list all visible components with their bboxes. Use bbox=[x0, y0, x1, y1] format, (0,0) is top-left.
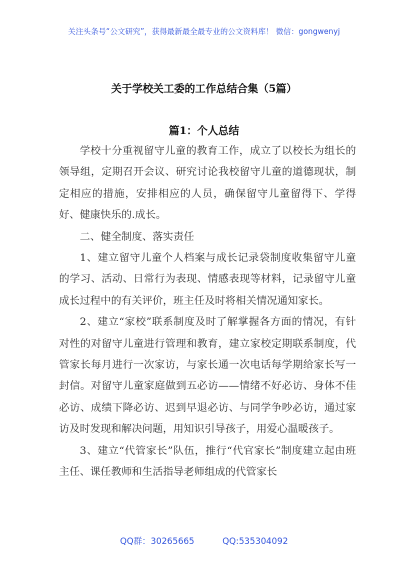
document-body bbox=[59, 141, 356, 484]
document-title: 关于学校关工委的工作总结合集（5篇） bbox=[111, 83, 297, 95]
section-title: 篇1：个人总结 bbox=[168, 125, 240, 137]
footer bbox=[0, 535, 408, 547]
header-banner: 关注头条号“公文研究”，获得最新最全最专业的公文资料库！ 微信：gongwenyj bbox=[68, 27, 340, 36]
paragraph: 1、建立留守儿童个人档案与成长记录袋制度收集留守儿童的学习、活动、日常行为表现、情感表现等材料，记录留守儿童成长过程中的有关评价，班主任及时将相关情况通知家长。 bbox=[59, 252, 356, 307]
footer-qq-group: QQ群：30265665 bbox=[119, 537, 195, 547]
paragraph: 二、健全制度、落实责任 bbox=[79, 230, 195, 243]
footer-qq-number: QQ:535304092 bbox=[222, 537, 289, 547]
paragraph: 3、建立“代管家长”队伍，推行“代官家长”制度建立起由班主任、课任教师和生活指导老师组成的代管家长 bbox=[59, 444, 356, 479]
paragraph: 学校十分重视留守儿童的教育工作，成立了以校长为组长的领导组，定期召开会议、研究讨论我校留守儿童的道德现状，制定相应的措施，安排相应的人员，确保留守儿童留得下、学得好、健康快乐的.成长。 bbox=[59, 145, 356, 222]
paragraph: 2、建立“家校”联系制度及时了解掌握各方面的情况，有针对性的对留守儿童进行管理和教育，建立家校定期联系制度，代管家长每月进行一次家访，与家长通一次电话每学期给家长写一封信。对留守儿童家庭做到五必访——情绪不好必访、身体不佳必访、成绩下降必访、迟到早退必访、与同学争吵必访，通过家访及时发现和解决问题，用知识引导孩子，用爱心温暖孩子。 bbox=[59, 316, 356, 436]
